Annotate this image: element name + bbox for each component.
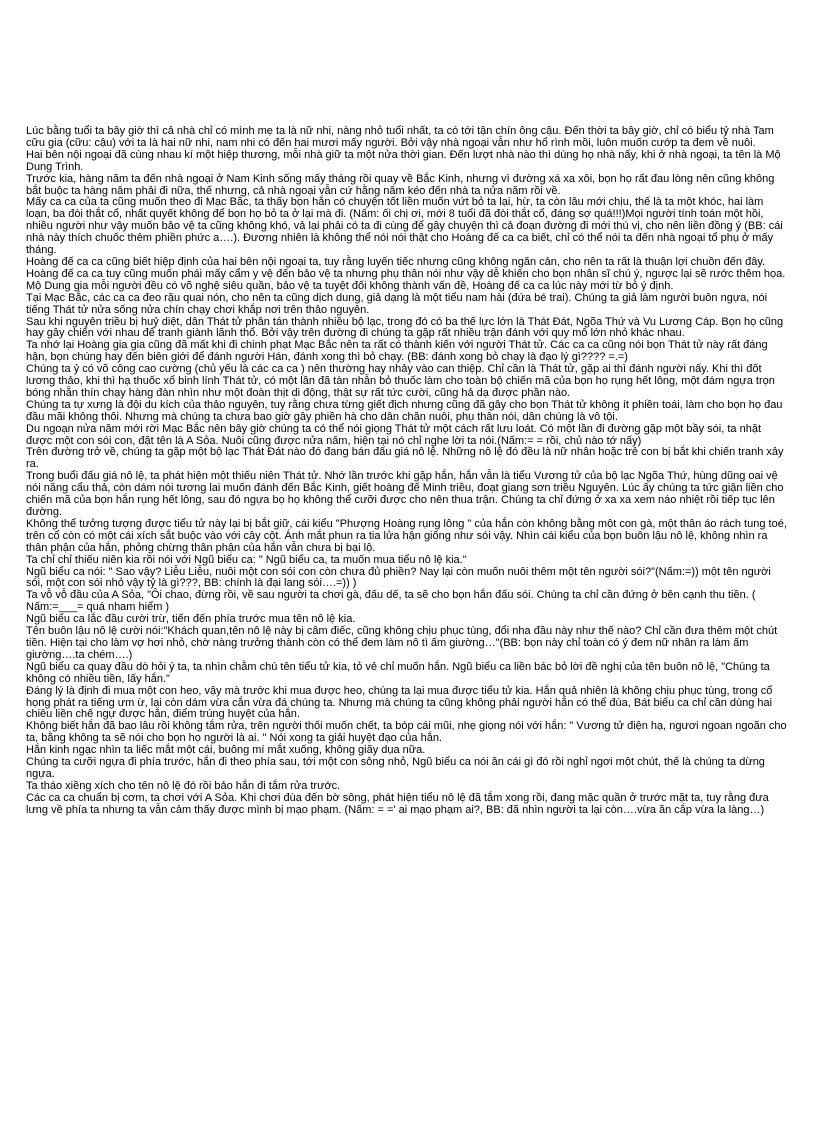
paragraph: Hoàng đế ca ca cũng biết hiệp định của hai bên nội ngoại ta, tuy rằng luyến tiếc nhưng cũng không ngăn cản, cho nên ta rất là thuận lợi chuồn đến đây. Hoàng đế ca ca tuy cũng muốn phái mấy cẩm y vệ đến bảo vệ ta nhưng phụ thân nói như vậy dễ khiến cho bọn nhân sĩ chú ý, ngược lại sẽ rước thêm họa. Mộ Dung gia mỗi người đều có võ nghệ siêu quần, bảo vệ ta tuyệt đối không thành vấn đề, Hoàng đế ca ca lúc này mới từ bỏ ý định. xyxy=(26,255,786,292)
paragraph: Các ca ca chuẩn bị cơm, ta chơi với A Sỏa. Khi chơi đùa đến bờ sông, phát hiện tiểu nô lệ đã tắm xong rồi, đang mặc quần ở trước mặt ta, tuy rằng đưa lưng về phía ta nhưng ta vẫn cảm thấy được mình bị mạo phạm. (Nấm: = =' ai mạo phạm ai?, BB: đã nhìn người ta lại còn….vừa ăn cắp vừa la làng…) xyxy=(26,791,769,816)
paragraph: Chúng ta ỷ có võ công cao cường (chủ yếu là các ca ca ) nên thường hay nhảy vào can thiệp. Chỉ cần là Thát tử, gặp ai thì đánh người nấy. Khi thì đốt lương thảo, khi thì hạ thuốc xổ binh lính Thát tử, có một lần đã tàn nhẫn bỏ thuốc làm cho toàn bộ chiến mã của bọn họ rụng hết lông, một đám ngựa trọn bóng nhẵn thín chạy hàng đàn nhìn như một đoàn thịt di động, thật sự rất tức cười, cũng hả dạ được phần nào. xyxy=(26,363,775,399)
paragraph: Hắn kinh ngạc nhìn ta liếc mắt một cái, buông mí mắt xuống, không giãy dụa nữa. xyxy=(26,744,426,757)
paragraph: Tại Mạc Bắc, các ca ca đeo rặu quai nón, cho nên ta cũng dịch dung, giả dạng là một tiểu nam hài (đứa bé trai). Chúng ta giả làm người buôn ngựa, nói tiếng Thát tử nửa sống nửa chín chạy chơi khắp nơi trên thảo nguyên. xyxy=(26,291,768,316)
paragraph: Mấy ca ca của ta cũng muốn theo đi Mạc Bắc, ta thấy bọn hắn có chuyện tốt liền muốn vứt bỏ ta lại, hừ, ta còn lâu mới chịu, thế là ta một khóc, hai làm loạn, ba đòi thắt cổ, nhất quyết không để bọn họ bỏ ta ở lại mà đi. (Nấm: ối chị ơi, mới 8 tuổi đã đòi thắt cổ, đáng sợ quá!!!)Mọi người tính toán một hồi, nhiều người như vậy muốn bảo vệ ta cũng không khó, vả lại phải có ta đi cùng để gây chuyện thì cả đoạn đường đi mới thú vị, cho nên liền đồng ý (BB: cái nhà này thích chuốc thêm phiền phức a….). Đương nhiên là không thể nói nói thật cho Hoàng đế ca ca biết, chỉ có thể nói ta đến nhà ngoại tổ phụ ở mấy tháng. xyxy=(26,196,783,257)
paragraph: Trong buổi đấu giá nô lệ, ta phát hiện một thiếu niên Thát tử. Nhớ lần trước khi gặp hắn, hắn vẫn là tiểu Vương tử của bộ lạc Ngõa Thứ, hùng dũng oai vệ nói năng cẩu thả, còn dám nói tương lai muốn đánh đến Bắc Kinh, giết hoàng đế Minh triều, đoạt giang sơn triều Nguyên. Lúc ấy chúng ta tức giận liền cho chiến mã của bọn hắn rụng hết lông, sau đó ngựa bọ họ không thể cưỡi được cho nên thua trận. Chúng ta chỉ đứng ở xa xa xem náo nhiệt rồi tiếp tục lên đường. xyxy=(26,470,784,518)
paragraph: Du ngoạn nửa năm mới rời Mạc Bắc nên bây giờ chúng ta có thể nói giọng Thát tử một cách rất lưu loát. Có một lần đi đường gặp một bầy sói, ta nhặt được một con sói con, đặt tên là A Sỏa. Nuôi cũng được nửa năm, hiện tại nó chỉ nghe lời ta nói.(Nấm:= = rồi, chủ nào tớ nấy) xyxy=(26,422,761,447)
paragraph: Hai bên nội ngoại đã cùng nhau kí một hiệp thương, mỗi nhà giữ ta một nửa thời gian. Đến lượt nhà nào thì dùng họ nhà nấy, khi ở nhà ngoại, ta tên là Mộ Dung Trình. xyxy=(26,148,781,173)
paragraph: Sau khi nguyên triều bị huỷ diệt, dân Thát tử phân tán thành nhiều bộ lạc, trong đó có ba thế lực lớn là Thát Đát, Ngõa Thứ và Vu Lương Cáp. Bọn họ cũng hay gây chiến với nhau để tranh giành lãnh thổ. Bởi vậy trên đường đi chúng ta gặp rất nhiều trận đánh với quy mô lớn nhỏ khác nhau. xyxy=(26,315,784,340)
paragraph: Lúc bằng tuổi ta bây giờ thì cả nhà chỉ có mình mẹ ta là nữ nhi, nàng nhỏ tuổi nhất, ta có tới tận chín ông cậu. Đến thời ta bây giờ, chỉ có biểu tỷ nhà Tam cữu gia (cữu: cậu) với ta là hai nữ nhi, nam nhi có đến hai mươi mấy người. Bởi vậy nhà ngoại vẫn như hổ rình mồi, luôn muốn cướp ta đem về nuôi. xyxy=(26,125,774,149)
paragraph: Ta vỗ vỗ đầu của A Sỏa, "Ôi chao, đừng rồi, về sau người ta chơi gà, đấu dế, ta sẽ cho bọn hắn đấu sói. Chúng ta chỉ cần đứng ở bên cạnh thu tiền. ( Nấm:=___= quá nham hiểm ) xyxy=(26,589,756,614)
paragraph: Không thể tưởng tượng được tiểu tử này lại bị bắt giữ, cái kiểu "Phượng Hoàng rụng lông " của hắn còn không bằng một con gà, một thân áo rách tung toé, trên cổ còn có một cái xích sắt buộc vào với cây cột. Ánh mắt phun ra tia lửa hận giống như sói vậy. Nhìn cái kiểu của bọn buôn lậu nô lệ, không nhìn ra thân phận của hắn, phỏng chừng thân phận của hắn vẫn chưa bị bại lộ. xyxy=(26,517,787,554)
paragraph: Trước kia, hàng năm ta đến nhà ngoại ở Nam Kinh sống mấy tháng rồi quay về Bắc Kinh, nhưng vì đường xá xa xôi, bọn họ rất đau lòng nên cũng không bắt buộc ta hàng năm phải đi nữa, thế nhưng, cả nhà ngoại vẫn cứ hằng năm kéo đến nhà ta nửa năm rồi về. xyxy=(26,172,775,197)
paragraph: Chúng ta cưỡi ngựa đi phía trước, hắn đi theo phía sau, tới một con sông nhỏ, Ngũ biểu ca nói ăn cái gì đó rồi nghỉ ngơi một chút, thế là chúng ta dừng ngựa. xyxy=(26,756,765,780)
paragraph: Chúng ta tự xưng là đội du kích của thảo nguyên, tuy rằng chưa từng giết địch nhưng cũng đã gây cho bọn Thát tử không ít phiền toái, làm cho bọn họ đau đầu mãi không thôi. Nhưng mà chúng ta chưa bao giờ gây phiền hà cho dân chăn nuôi, phụ thân nói, dân chúng là vô tội. xyxy=(26,398,783,423)
paragraph: Trên đường trở về, chúng ta gặp một bộ lạc Thát Đát nào đó đang bán đấu giá nô lệ. Những nô lệ đó đều là nữ nhân hoặc trẻ con bị bắt khi chiến tranh xảy ra. xyxy=(26,446,784,471)
paragraph: Ta tháo xiềng xích cho tên nô lệ đó rồi bảo hắn đi tắm rửa trước. xyxy=(26,779,341,792)
document-body xyxy=(26,126,789,817)
paragraph: Tên buôn lậu nô lệ cười nói:"Khách quan,tên nô lệ này bị câm điếc, cũng không chịu phục tùng, đổi nha đầu này như thế nào? Chỉ cần đưa thêm một chút tiền. Hiện tại cho làm vợ hơi nhỏ, chờ nàng trưởng thành còn có thể đem làm nô tì ấm giường…"(BB: bọn này chỉ toàn có ý đem nữ nhân ra làm ấm giường….ta chém….) xyxy=(26,625,778,661)
paragraph: Ngũ biểu ca lắc đầu cười trừ, tiến đến phía trước mua tên nô lệ kia. xyxy=(26,613,356,626)
paragraph: Ngũ biểu ca quay đầu dò hỏi ý ta, ta nhìn chằm chú tên tiểu tử kia, tỏ vẻ chỉ muốn hắn. Ngũ biểu ca liền bác bỏ lời đề nghị của tên buôn nô lệ, "Chúng ta không có nhiều tiền, lấy hắn." xyxy=(26,660,770,685)
paragraph: Ta chỉ chỉ thiếu niên kia rồi nói với Ngũ biểu ca: " Ngũ biểu ca, ta muốn mua tiểu nô lệ kia." xyxy=(26,553,467,566)
paragraph: Ngũ biểu ca nói: " Sao vậy? Liễu Liễu, nuôi một con sói con còn chưa đủ phiền? Nay lại còn muốn nuôi thêm một tên người sói?"(Nấm:=)) một tên người sói, một con sói nhỏ vậy tỷ là gì???, BB: chính là đại lang sói….=)) ) xyxy=(26,565,771,590)
paragraph: Không biết hắn đã bao lâu rồi không tắm rửa, trên người thối muốn chết, ta bóp cái mũi, nhẹ giọng nói với hắn: " Vương tử điện hạ, ngươi ngoan ngoãn cho ta, bằng không ta sẽ nói cho bọn họ người là ai. " Nói xong ta giải huyệt đạo của hắn. xyxy=(26,720,787,745)
paragraph: Đáng lý là định đi mua một con heo, vậy mà trước khi mua được heo, chúng ta lại mua được tiểu tử kia. Hắn quả nhiên là không chịu phục tùng, trong cổ họng phát ra tiếng ưm ừ, lại còn dám vừa cắn vừa đá chúng ta. Nhưng mà chúng ta cũng không phải người hắn có thể đùa, Bát biểu ca chỉ cần dùng hai chiêu liền chế ngự được hắn, điểm trúng huyệt của hắn. xyxy=(26,684,773,721)
paragraph: Ta nhớ lại Hoàng gia gia cũng đã mất khi đi chinh phạt Mạc Bắc nên ta rất có thành kiến với người Thát tử. Các ca ca cũng nói bọn Thát tử này rất đáng hận, bọn chúng hay đến biên giới để đánh người Hán, đánh xong thì bỏ chạy. (BB: đánh xong bỏ chạy là đạo lý gì???? =.=) xyxy=(26,339,768,364)
